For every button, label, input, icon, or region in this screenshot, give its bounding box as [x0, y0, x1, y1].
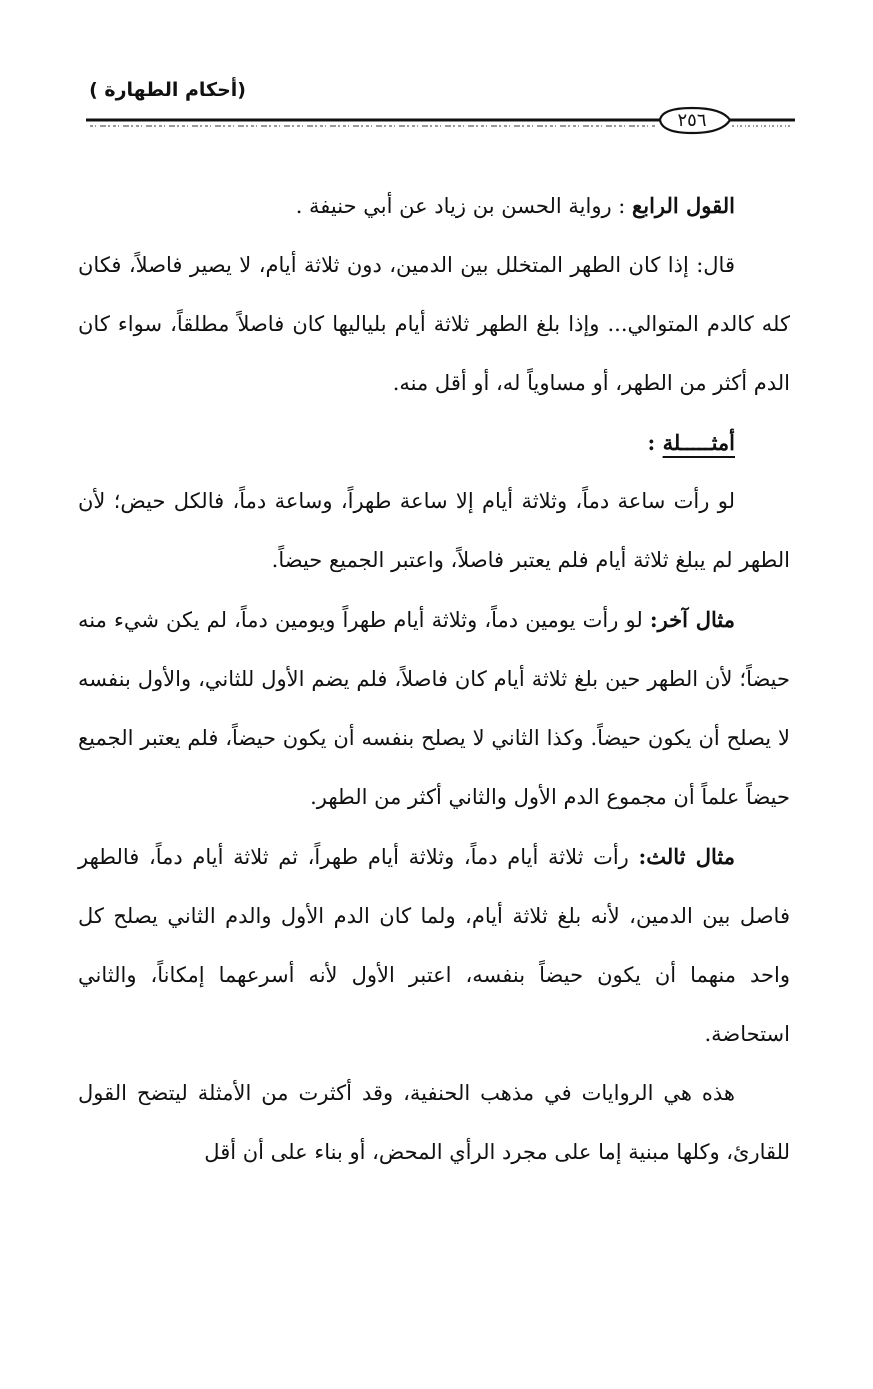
paragraph-lead: القول الرابع — [632, 193, 735, 218]
paragraph-lead: مثال ثالث: — [638, 844, 735, 869]
paragraph-text: رأت ثلاثة أيام دماً، وثلاثة أيام طهراً، ثم ثلاثة أيام دماً، فالطهر فاصل بين الدمين، لأنه بلغ ثلاثة أيام، ولما كان الدم الأول والدم الثاني يصلح كل واحد منهما أن يكون حيضاً بنفسه، اعتبر الأول لأنه أسرعهما إمكاناً، والثاني استحاضة. — [78, 845, 790, 1046]
examples-heading-colon: : — [647, 430, 663, 455]
page-header — [0, 0, 873, 150]
paragraph-example-three — [78, 827, 790, 1064]
page-number: ٢٥٦ — [677, 110, 707, 131]
paragraph-quote — [78, 236, 790, 413]
paragraph-lead: مثال آخر: — [649, 607, 735, 632]
paragraph-text: لو رأت يومين دماً، وثلاثة أيام طهراً ويومين دماً، لم يكن شيء منه حيضاً؛ لأن الطهر حين بلغ ثلاثة أيام كان فاصلاً، فلم يضم الأول للثاني، والأول بنفسه لا يصلح أن يكون حيضاً. وكذا الثاني لا يصلح بنفسه أن يكون حيضاً، فلم يعتبر الجميع حيضاً علماً أن مجموع الدم الأول والثاني أكثر من الطهر. — [78, 608, 790, 809]
examples-heading — [78, 413, 790, 472]
paragraph-text: لو رأت ساعة دماً، وثلاثة أيام إلا ساعة طهراً، وساعة دماً، فالكل حيض؛ لأن الطهر لم يبلغ ثلاثة أيام فلم يعتبر فاصلاً، واعتبر الجميع حيضاً. — [78, 489, 790, 572]
examples-heading-word: أمثـــــلة — [662, 430, 735, 455]
paragraph-example-one — [78, 472, 790, 590]
paragraph-text: : رواية الحسن بن زياد عن أبي حنيفة . — [295, 194, 633, 218]
paragraph-conclusion — [78, 1064, 790, 1182]
paragraph-text: هذه هي الروايات في مذهب الحنفية، وقد أكثرت من الأمثلة ليتضح القول للقارئ، وكلها مبنية إما على مجرد الرأي المحض، أو بناء على أن أقل — [78, 1081, 790, 1164]
paragraph-example-two — [78, 590, 790, 827]
page-body — [78, 176, 790, 1182]
paragraph-fourth-opinion — [78, 176, 790, 236]
header-rule — [0, 96, 873, 146]
book-title: (أحكام الطهارة ) — [89, 79, 246, 101]
paragraph-text: قال: إذا كان الطهر المتخلل بين الدمين، دون ثلاثة أيام، لا يصير فاصلاً، فكان كله كالدم المتوالي... وإذا بلغ الطهر ثلاثة أيام بلياليها كان فاصلاً مطلقاً، سواء كان الدم أكثر من الطهر، أو مساوياً له، أو أقل منه. — [78, 253, 790, 395]
